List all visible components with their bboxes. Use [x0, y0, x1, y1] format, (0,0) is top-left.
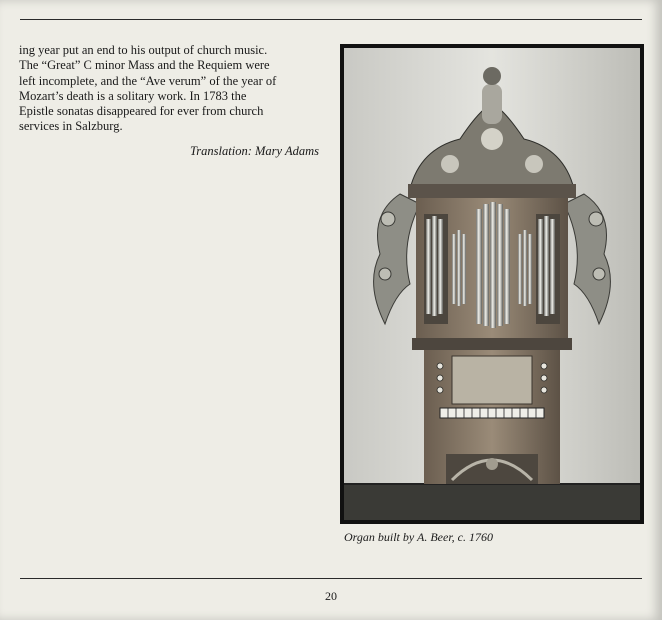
body-line: ing year put an end to his output of church music. — [19, 43, 268, 57]
pipe-towers — [424, 202, 560, 328]
page-number: 20 — [325, 589, 337, 603]
top-rule — [20, 19, 642, 20]
body-line: Mozart’s death is a solitary work. In 1783 the — [19, 88, 247, 103]
body-paragraph — [19, 43, 319, 135]
organ-illustration — [340, 44, 644, 524]
cornice — [408, 184, 576, 198]
body-line: left incomplete, and the “Ave verum” of the year of — [19, 73, 277, 88]
body-line: The “Great” C minor Mass and the Requiem were — [19, 58, 270, 73]
music-panel — [452, 356, 532, 404]
translation-credit: Translation: Mary Adams — [190, 144, 319, 158]
photo-caption: Organ built by A. Beer, c. 1760 — [344, 530, 493, 544]
bottom-rule — [20, 578, 642, 579]
floor — [344, 484, 640, 520]
organ-photo — [340, 44, 644, 524]
body-line: Epistle sonatas disappeared for ever from church — [19, 104, 264, 119]
body-line: services in Salzburg. — [19, 119, 123, 134]
